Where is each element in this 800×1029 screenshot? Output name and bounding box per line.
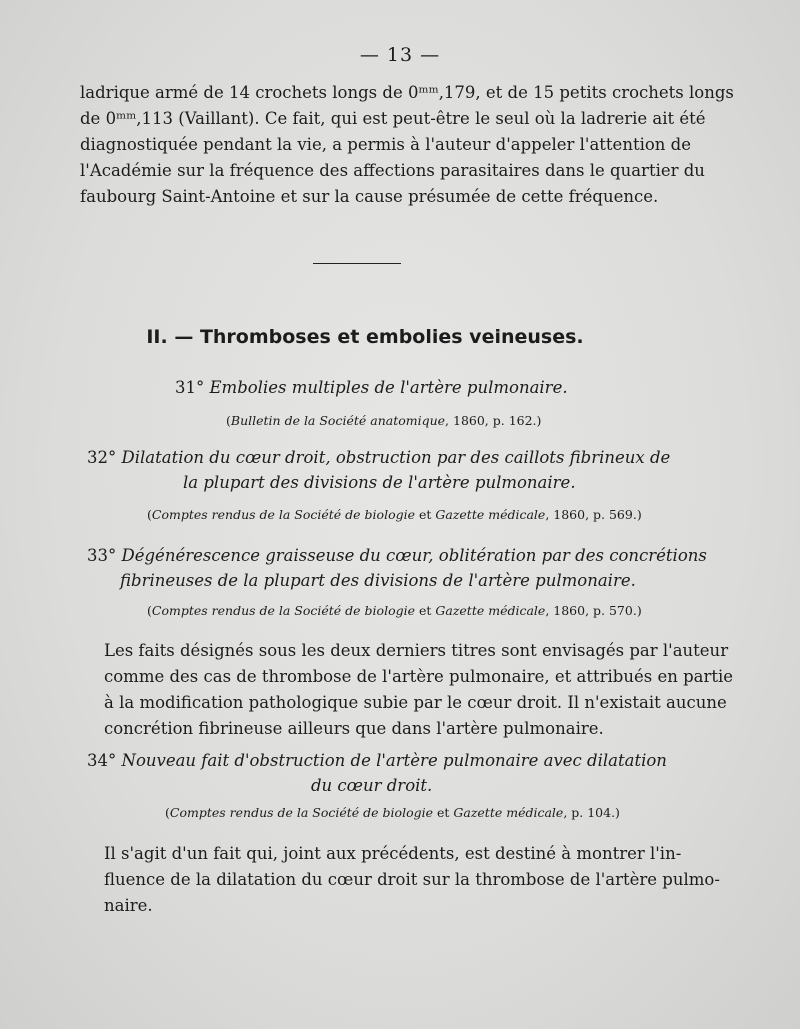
entry-title-31 bbox=[175, 375, 568, 400]
entry-title-33 bbox=[87, 543, 707, 568]
entry-title-line: Dégénérescence graisseuse du cœur, oblitération par des concrétions bbox=[121, 546, 707, 565]
entry-title-line: Embolies multiples de l'artère pulmonaire. bbox=[209, 378, 568, 397]
commentary-paragraph-2 bbox=[104, 841, 720, 919]
entry-title-32-cont bbox=[183, 470, 576, 495]
intro-paragraph bbox=[80, 80, 734, 210]
citation-prefix: ( bbox=[147, 603, 152, 618]
entry-number: 32° bbox=[87, 448, 117, 467]
citation-source: Comptes rendus de la Société de biologie bbox=[151, 507, 416, 522]
entry-title-line: fibrineuses de la plupart des divisions de l'artère pulmonaire. bbox=[120, 571, 636, 590]
entry-number: 34° bbox=[87, 751, 117, 770]
citation-and: et bbox=[433, 805, 454, 820]
entry-number: 33° bbox=[87, 546, 117, 565]
citation-suffix: , p. 104.) bbox=[563, 805, 620, 820]
commentary-paragraph-1 bbox=[104, 638, 734, 742]
entry-title-34 bbox=[87, 748, 667, 773]
entry-title-line: Dilatation du cœur droit, obstruction par des caillots fibrineux de bbox=[121, 448, 671, 467]
citation-source: Gazette médicale bbox=[435, 603, 546, 618]
citation-suffix: , 1860, p. 162.) bbox=[445, 413, 542, 428]
entry-title-line: la plupart des divisions de l'artère pulmonaire. bbox=[183, 473, 576, 492]
entry-citation-32 bbox=[147, 506, 642, 524]
section-heading: II. — Thromboses et embolies veineuses. bbox=[146, 326, 584, 348]
text-line: Il s'agit d'un fait qui, joint aux précédents, est destiné à montrer l'in- bbox=[104, 844, 682, 863]
entry-title-line: Nouveau fait d'obstruction de l'artère pulmonaire avec dilatation bbox=[121, 751, 667, 770]
text-line: diagnostiquée pendant la vie, a permis à l'auteur d'appeler l'attention de bbox=[80, 135, 691, 154]
section-divider bbox=[313, 263, 401, 264]
citation-prefix: ( bbox=[226, 413, 231, 428]
citation-and: et bbox=[415, 603, 436, 618]
citation-source: Bulletin de la Société anatomique bbox=[230, 413, 446, 428]
citation-source: Comptes rendus de la Société de biologie bbox=[169, 805, 434, 820]
citation-suffix: , 1860, p. 569.) bbox=[545, 507, 642, 522]
text-line: naire. bbox=[104, 896, 153, 915]
citation-prefix: ( bbox=[147, 507, 152, 522]
text-line: ladrique armé de 14 crochets longs de 0ᵐᵐ,179, et de 15 petits crochets longs bbox=[80, 83, 734, 102]
citation-source: Comptes rendus de la Société de biologie bbox=[151, 603, 416, 618]
entry-citation-33 bbox=[147, 602, 642, 620]
text-line: faubourg Saint-Antoine et sur la cause présumée de cette fréquence. bbox=[80, 187, 659, 206]
entry-title-33-cont bbox=[120, 568, 636, 593]
text-line: Les faits désignés sous les deux derniers titres sont envisagés par l'auteur bbox=[104, 641, 729, 660]
entry-title-32 bbox=[87, 445, 670, 470]
entry-citation-34 bbox=[165, 804, 620, 822]
text-line: fluence de la dilatation du cœur droit sur la thrombose de l'artère pulmo- bbox=[104, 870, 720, 889]
entry-number: 31° bbox=[175, 378, 205, 397]
text-line: de 0ᵐᵐ,113 (Vaillant). Ce fait, qui est peut-être le seul où la ladrerie ait été bbox=[80, 109, 706, 128]
text-line: l'Académie sur la fréquence des affections parasitaires dans le quartier du bbox=[80, 161, 705, 180]
citation-source: Gazette médicale bbox=[435, 507, 546, 522]
text-line: à la modification pathologique subie par le cœur droit. Il n'existait aucune bbox=[104, 693, 727, 712]
text-line: concrétion fibrineuse ailleurs que dans l'artère pulmonaire. bbox=[104, 719, 604, 738]
entry-citation-31 bbox=[226, 412, 541, 430]
entry-title-34-cont bbox=[311, 773, 432, 798]
entry-title-line: du cœur droit. bbox=[311, 776, 433, 795]
citation-prefix: ( bbox=[165, 805, 170, 820]
citation-source: Gazette médicale bbox=[453, 805, 564, 820]
page-number: — 13 — bbox=[359, 44, 441, 66]
citation-and: et bbox=[415, 507, 436, 522]
citation-suffix: , 1860, p. 570.) bbox=[545, 603, 642, 618]
text-line: comme des cas de thrombose de l'artère pulmonaire, et attribués en partie bbox=[104, 667, 734, 686]
